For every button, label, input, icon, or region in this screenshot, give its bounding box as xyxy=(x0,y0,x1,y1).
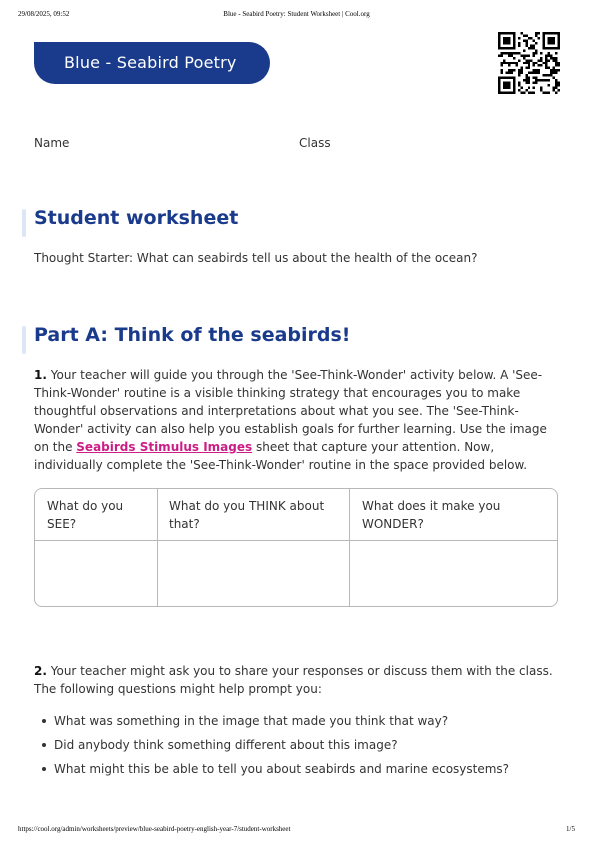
worksheet-title-badge: Blue - Seabird Poetry xyxy=(34,42,270,84)
thought-starter: Thought Starter: What can seabirds tell us about the health of the ocean? xyxy=(34,251,478,265)
class-label: Class xyxy=(299,136,331,150)
print-datetime: 29/08/2025, 09:52 xyxy=(18,10,70,18)
question-1-number: 1. xyxy=(34,368,47,382)
question-1-text-b: sheet that capture your attention. Now, individually complete the 'See-Think-Wonder' routine in the space provided below. xyxy=(34,440,528,472)
heading-accent-bar xyxy=(22,326,26,354)
question-1-text-a: Your teacher will guide you through the 'See-Think-Wonder' activity below. A 'See-Think-Wonder' routine is a visible thinking strategy that encourages you to make thoughtful observations and interpretations about what you see. The 'See-Think-Wonder' activity can also help you establish goals for further learning. Use the image on the xyxy=(34,368,547,454)
see-think-wonder-table xyxy=(34,488,558,607)
table-header-see: What do you SEE? xyxy=(47,499,124,531)
list-item: Did anybody think something different about this image? xyxy=(34,736,509,760)
name-label: Name xyxy=(34,136,70,150)
print-header xyxy=(18,10,575,20)
print-page-title: Blue - Seabird Poetry: Student Worksheet | Cool.org xyxy=(223,10,370,18)
question-2 xyxy=(34,662,558,698)
seabirds-stimulus-images-link[interactable]: Seabirds Stimulus Images xyxy=(76,440,253,454)
see-answer-cell[interactable] xyxy=(35,541,157,607)
student-worksheet-heading: Student worksheet xyxy=(34,207,239,229)
question-2-text: Your teacher might ask you to share your responses or discuss them with the class. The following questions might help prompt you: xyxy=(34,664,553,696)
heading-accent-bar xyxy=(22,209,26,237)
table-header-think: What do you THINK about that? xyxy=(169,499,325,531)
qr-code-icon xyxy=(498,32,560,94)
question-2-number: 2. xyxy=(34,664,47,678)
prompt-list xyxy=(34,712,509,784)
print-footer xyxy=(18,825,575,835)
print-page-number: 1/5 xyxy=(566,825,575,833)
table-header-wonder: What does it make you WONDER? xyxy=(362,499,501,531)
wonder-answer-cell[interactable] xyxy=(350,541,558,607)
print-url: https://cool.org/admin/worksheets/preview/blue-seabird-poetry-english-year-7/student-worksheet xyxy=(18,825,291,833)
list-item: What might this be able to tell you about seabirds and marine ecosystems? xyxy=(34,760,509,784)
think-answer-cell[interactable] xyxy=(158,541,349,607)
part-a-heading: Part A: Think of the seabirds! xyxy=(34,324,351,346)
list-item: What was something in the image that made you think that way? xyxy=(34,712,509,736)
question-1 xyxy=(34,366,558,474)
